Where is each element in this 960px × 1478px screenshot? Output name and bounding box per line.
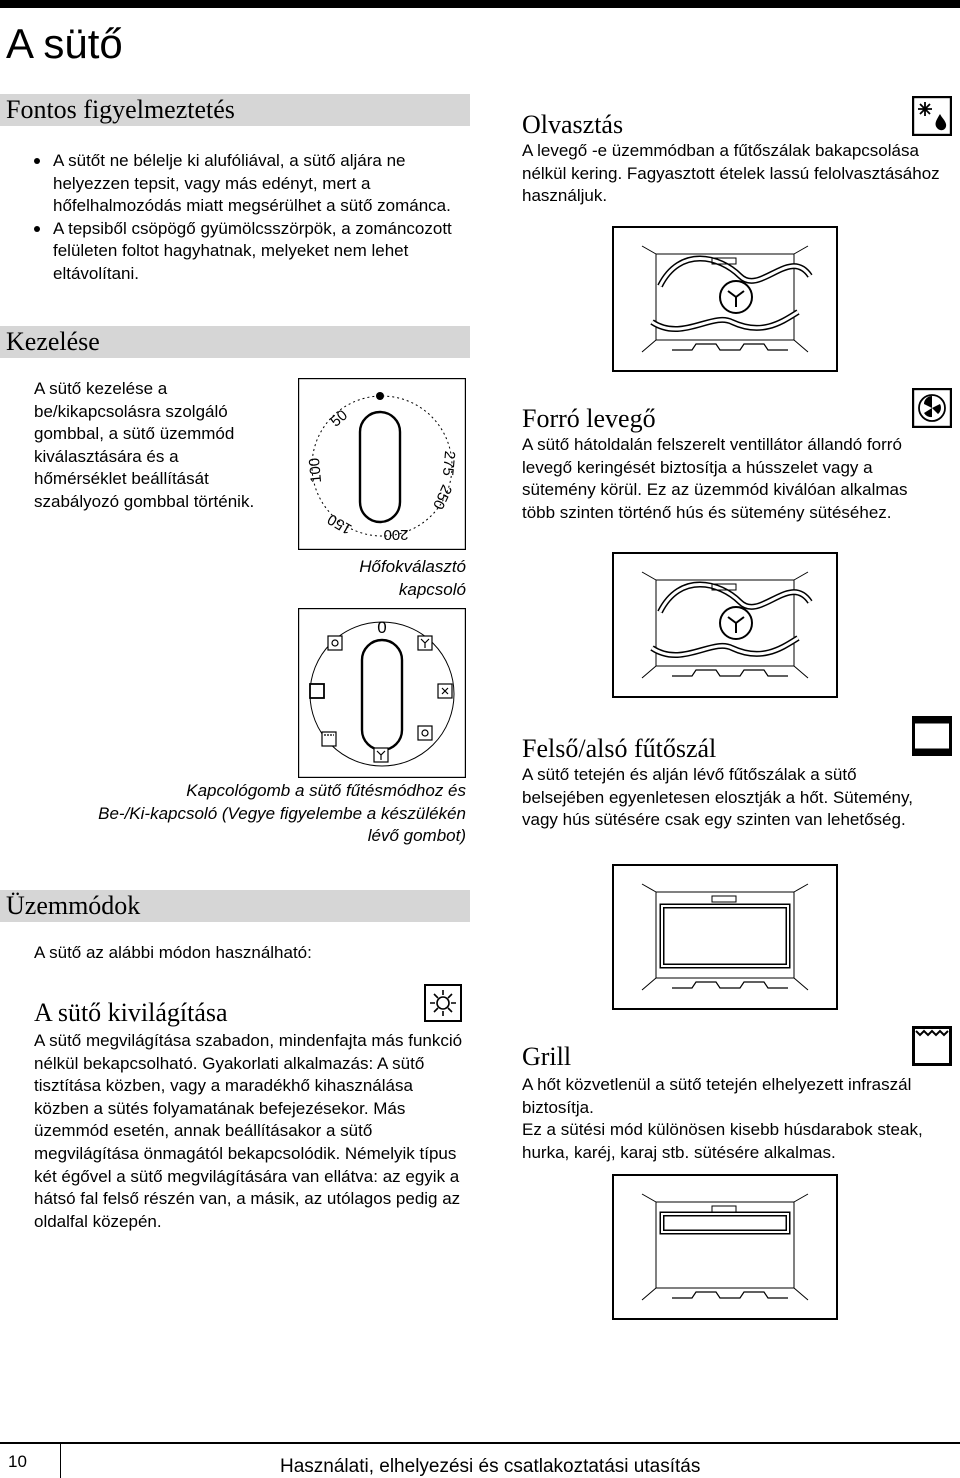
warnings-heading: Fontos figyelmeztetés xyxy=(0,94,470,126)
thermostat-knob-handle xyxy=(360,412,400,522)
grill-text-line: A hőt közvetlenül a sütő tetején elhelyezett infraszál biztosítja. xyxy=(522,1075,912,1117)
page-title: A sütő xyxy=(6,20,123,67)
modes-heading: Üzemmódok xyxy=(0,890,470,922)
top-bottom-oven-diagram xyxy=(612,864,838,1010)
footer-divider xyxy=(60,1442,61,1478)
mode-knob-caption-line: lévő gombot) xyxy=(367,826,466,846)
mode-knob-zero: 0 xyxy=(377,618,387,637)
top-rule xyxy=(0,0,960,8)
page-number: 10 xyxy=(8,1452,27,1471)
top-bottom-text: A sütő tetején és alján lévő fűtőszálak a sütő belsejében egyenletesen elosztják a hőt. Sütemény, vagy hús sütésére csak egy szinten van lehetőség. xyxy=(522,765,913,830)
mode-top-bottom-icon xyxy=(310,684,324,698)
mode-light-icon xyxy=(328,636,342,650)
mode-fan-grill-icon xyxy=(374,748,388,762)
hot-air-title: Forró levegő xyxy=(522,404,656,433)
hot-air-oven-diagram xyxy=(612,552,838,698)
thermostat-caption-line: Hőfokválasztó xyxy=(359,557,466,576)
grill-title: Grill xyxy=(522,1042,572,1071)
thermostat-mark-150: 150 xyxy=(324,510,355,538)
thermostat-mark-100: 100 xyxy=(305,457,326,484)
fan-icon xyxy=(912,388,952,428)
mode-knob-handle xyxy=(362,640,402,750)
warning-item: A tepsiből csöpögő gyümölcsszörpök, a zománcozott felületen foltot hagyhatnak, melyeket nem lehet eltávolítani. xyxy=(34,218,464,286)
lightbulb-icon xyxy=(424,984,462,1022)
defrost-title: Olvasztás xyxy=(522,110,624,139)
mode-fan-icon xyxy=(418,636,432,650)
mode-defrost-icon xyxy=(438,684,452,698)
footer-rule xyxy=(0,1442,960,1444)
thermostat-mark-275: 275 xyxy=(438,450,459,477)
thermostat-knob[interactable] xyxy=(298,378,466,550)
light-title: A sütő kivilágítása xyxy=(34,998,228,1027)
defrost-oven-diagram xyxy=(612,226,838,372)
thermostat-off-dot xyxy=(376,392,384,400)
mode-selector-knob[interactable] xyxy=(298,608,466,778)
grill-text xyxy=(522,1074,942,1164)
top-bottom-heat-icon xyxy=(912,716,952,756)
warnings-list xyxy=(34,150,464,286)
footer-text: Használati, elhelyezési és csatlakoztatási utasítás xyxy=(280,1456,701,1477)
operation-heading: Kezelése xyxy=(0,326,470,358)
mode-knob-caption-line: Kapcológomb a sütő fűtésmódhoz és xyxy=(186,781,466,800)
thermostat-mark-200: 200 xyxy=(383,526,409,543)
thermostat-mark-250: 250 xyxy=(429,481,456,512)
defrost-icon xyxy=(912,96,952,136)
mode-knob-caption xyxy=(20,780,466,848)
thermostat-caption xyxy=(298,556,466,601)
hot-air-text: A sütő hátoldalán felszerelt ventillátor állandó forró levegő keringését biztosítja a hússzelet vagy a sütemény körül. Ez az üzemmód kiválóan alkalmas több szinten történő hús és sütemény sütéséhez. xyxy=(522,435,908,522)
operation-text: A sütő kezelése a be/kikapcsolásra szolgáló gombbal, a sütő üzemmód kiválasztására és a hőmérséklet beállítását szabályozó gombbal történik. xyxy=(34,379,255,511)
grill-oven-diagram xyxy=(612,1174,838,1320)
light-text: A sütő megvilágítása szabadon, mindenfajta más funkció nélkül bekapcsolható. Gyakorlati alkalmazás: A sütő tisztítása közben, vagy a maradékhő kihasználása közben a sütés folyamatának befejezésekor. Más üzemmód esetén, annak beállításakor a sütő megvilágítása önmagától bekapcsolódik. Némelyik típus két égővel a sütő megvilágítására van ellátva: az egyik a hátsó fal felső részén van, a másik, az utólagos pedig az oldalfal közepén. xyxy=(34,1031,463,1231)
mode-knob-caption-line: Be-/Ki-kapcsoló (Vegye figyelembe a készülékén xyxy=(98,803,466,823)
mode-fan-top-bottom-icon xyxy=(418,726,432,740)
grill-text-line: Ez a sütési mód különösen kisebb húsdarabok steak, hurka, karéj, karaj stb. sütésére alkalmas. xyxy=(522,1120,923,1162)
modes-intro: A sütő az alábbi módon használható: xyxy=(34,943,312,962)
defrost-text: A levegő -e üzemmódban a fűtőszálak bakapcsolása nélkül kering. Fagyasztott ételek lassú felolvasztásához használjuk. xyxy=(522,141,940,206)
warning-item: A sütőt ne bélelje ki alufóliával, a sütő aljára ne helyezzen tepsit, vagy más edényt, mert a hőfelhalmozódás miatt megsérülhet a sütő zománca. xyxy=(34,150,464,218)
mode-grill-icon xyxy=(322,732,336,746)
thermostat-caption-line: kapcsoló xyxy=(398,579,466,599)
top-bottom-title: Felső/alsó fűtőszál xyxy=(522,734,717,763)
grill-icon xyxy=(912,1026,952,1066)
thermostat-mark-50: 50 xyxy=(327,406,351,431)
